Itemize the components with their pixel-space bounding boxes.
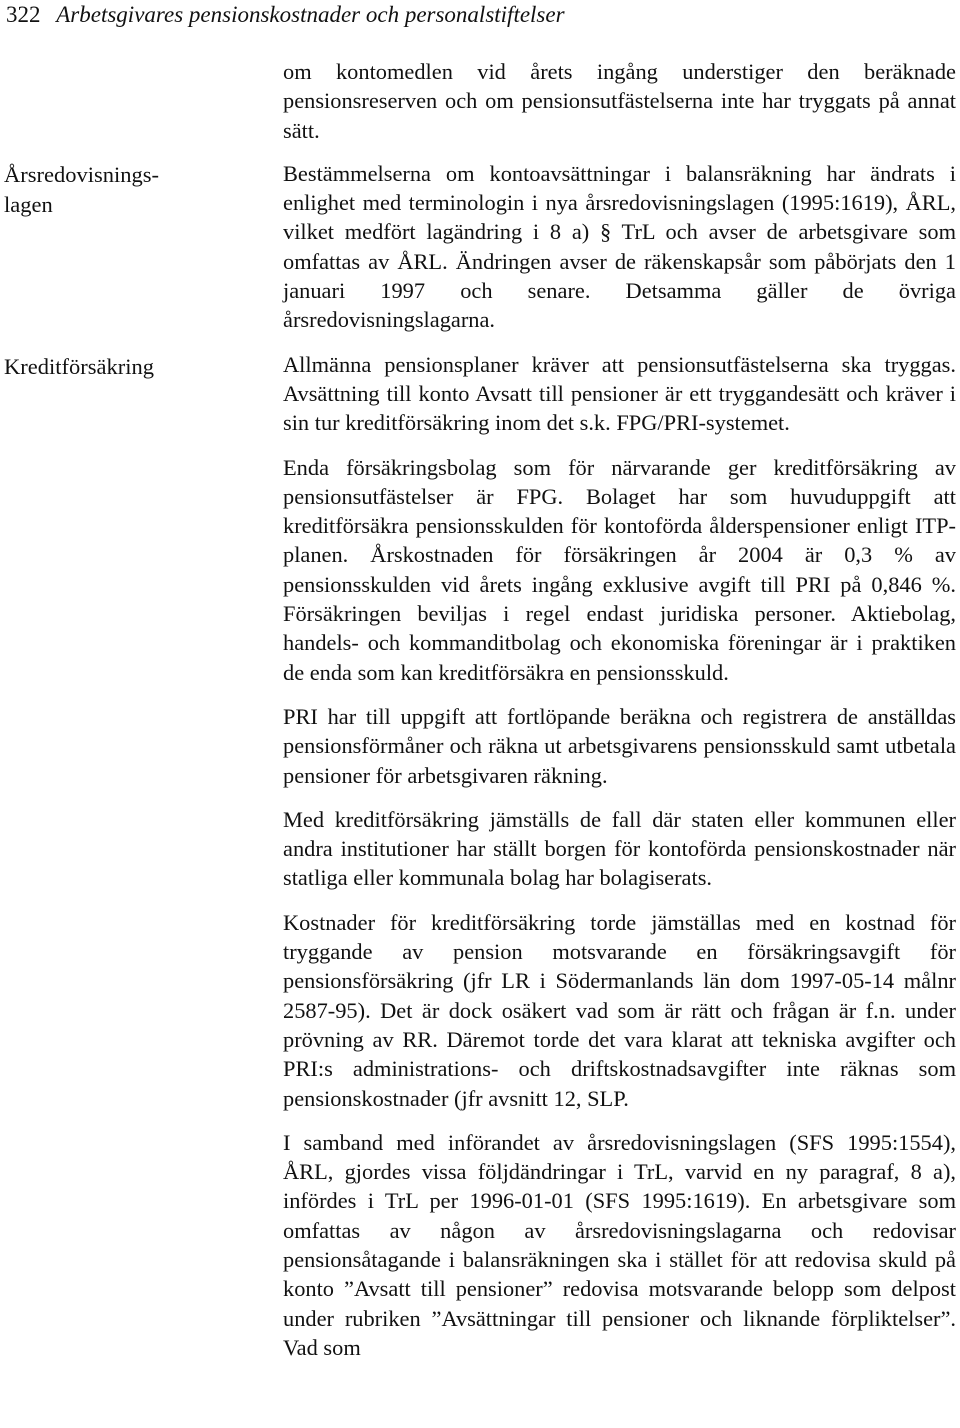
paragraph-4: Enda försäkringsbolag som för närvarande ger kreditförsäkring av pensionsutfästelser är FPG. Bolaget har som huvuduppgift att kreditförsäkra pensionsskulden för kontoförda ålderspensioner enligt ITP-planen. Årskostnaden för försäkringen år 2004 är 0,3 % av pensionsskulden vid årets ingång exklusive avgift till PRI på 0,846 %. Försäkringen beviljas i regel endast juridiska personer. Aktiebolag, handels- och kommanditbolag och ekonomiska föreningar är i praktiken de enda som kan kreditförsäkra en pensionsskuld.: [283, 454, 956, 685]
body-text: [283, 57, 956, 1377]
paragraph-6: Med kreditförsäkring jämställs de fall där staten eller kommunen eller andra institutioner har ställt borgen för kontoförda pensionskostnader när statliga eller kommunala bolag har bolagiserats.: [283, 806, 956, 891]
paragraph-8: I samband med införandet av årsredovisningslagen (SFS 1995:1554), ÅRL, gjordes vissa följdändringar i TrL, varvid en ny paragraf, 8 a), infördes i TrL per 1996-01-01 (SFS 1995:1619). En arbetsgivare som omfattas av någon av årsredovisningslagarna och redovisar pensionsåtagande i balansräkningen ska i stället för att redovisa skuld på konto ”Avsatt till pensioner” redovisa motsvarande belopp som delpost under rubriken ”Avsättningar till pensioner och liknande förpliktelser”. Vad som: [283, 1129, 956, 1360]
paragraph-3: Allmänna pensionsplaner kräver att pensionsutfästelserna ska tryggas. Avsättning till konto Avsatt till pensioner är ett tryggandesätt och kräver i sin tur kreditförsäkring inom det s.k. FPG/PRI-systemet.: [283, 351, 956, 436]
margin-note-kreditforsakring: Kreditförsäkring: [4, 354, 154, 379]
paragraph-7: Kostnader för kreditförsäkring torde jämställas med en kostnad för tryggande av pension motsvarande en försäkringsavgift för pensionsförsäkring (jfr LR i Södermanlands län dom 1997-05-14 målnr 2587-95). Det är dock osäkert vad som är rätt och frågan är f.n. under prövning av RR. Däremot torde det vara klarat att tekniska avgifter och PRI:s administrations- och driftskostnadsavgifter inte räknas som pensionskostnader (jfr avsnitt 12, SLP.: [283, 909, 956, 1111]
page-number: 322: [6, 2, 41, 27]
paragraph-5: PRI har till uppgift att fortlöpande beräkna och registrera de anställdas pensionsförmåner och räkna ut arbetsgivarens pensionsskuld samt utbetala pensioner för arbetsgivaren räkning.: [283, 703, 956, 788]
paragraph-2: Bestämmelserna om kontoavsättningar i balansräkning har ändrats i enlighet med terminologin i nya årsredovisningslagen (1995:1619), ÅRL, vilket medfört lagändring i 8 a) § TrL och avser de arbetsgivare som omfattas av ÅRL. Ändringen avser de räkenskapsår som påbörjats den 1 januari 1997 och senare. Detsamma gäller de övriga årsredovisningslagarna.: [283, 160, 956, 333]
paragraph-1: om kontomedlen vid årets ingång understiger den beräknade pensionsreserven och om pensionsutfästelserna inte har tryggats på annat sätt.: [283, 59, 956, 143]
running-header-title: Arbetsgivares pensionskostnader och personalstiftelser: [56, 2, 565, 27]
running-header: [6, 0, 565, 34]
margin-note-arsredovisningslagen: Årsredovisnings- lagen: [4, 162, 159, 217]
